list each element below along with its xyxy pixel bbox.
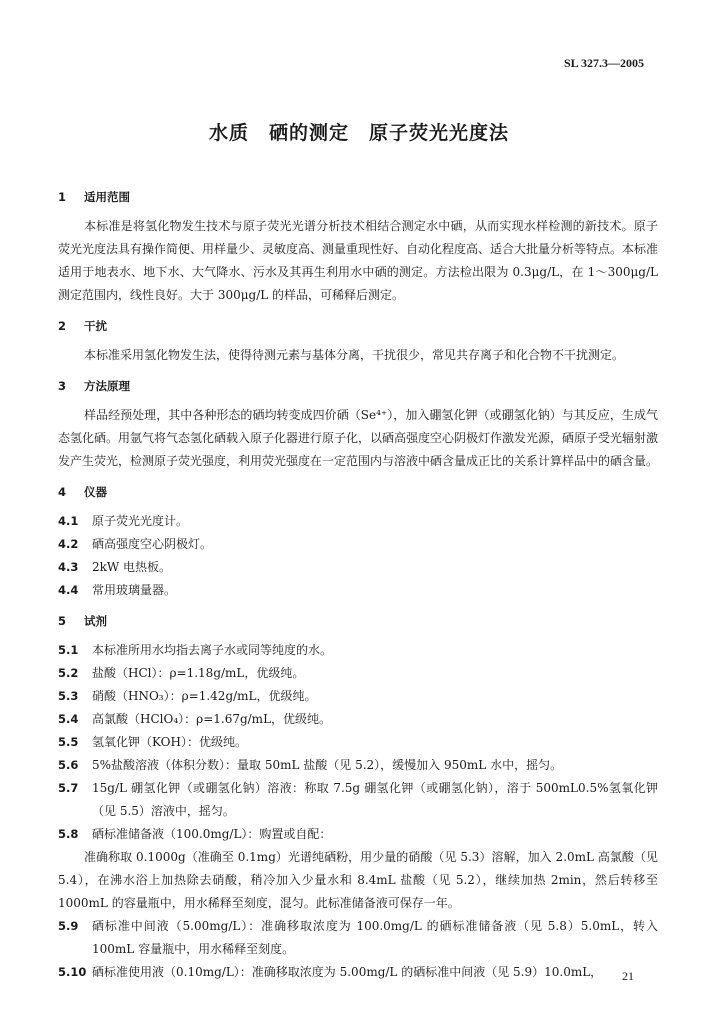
section-number: 2 xyxy=(58,319,67,333)
clause-4-2 xyxy=(58,533,658,556)
clause-5-4 xyxy=(58,708,658,731)
clause-text: 原子荧光光度计。 xyxy=(92,514,189,528)
clause-number: 5.8 xyxy=(58,827,79,841)
clause-number: 4.2 xyxy=(58,537,79,551)
standard-code: SL 327.3—2005 xyxy=(563,56,644,70)
section-title: 适用范围 xyxy=(84,190,130,204)
clause-number: 4.1 xyxy=(58,514,79,528)
clause-text: 15g/L 硼氢化钾（或硼氢化钠）溶液：称取 7.5g 硼氢化钾（或硼氢化钠），溶于 500mL0.5%氢氧化钾（见 5.5）溶液中，摇匀。 xyxy=(92,781,658,818)
section-title: 仪器 xyxy=(84,485,107,499)
clause-4-1 xyxy=(58,510,658,533)
clause-number: 5.6 xyxy=(58,758,79,772)
clause-text: 氢氧化钾（KOH）：优级纯。 xyxy=(92,735,247,749)
clause-text: 硒标准储备液（100.0mg/L）：购置或自配： xyxy=(92,827,332,841)
clause-4-3 xyxy=(58,556,658,579)
clause-number: 5.10 xyxy=(58,965,87,979)
section-heading-4 xyxy=(58,481,658,504)
section-title: 方法原理 xyxy=(84,379,130,393)
clause-text: 常用玻璃量器。 xyxy=(92,583,177,597)
clause-text: 硒标准使用液（0.10mg/L）：准确移取浓度为 5.00mg/L 的硒标准中间液（见 5.9）10.0mL， xyxy=(92,965,603,979)
clause-text: 高氯酸（HClO₄）：ρ=1.67g/mL，优级纯。 xyxy=(92,712,332,726)
section-number: 3 xyxy=(58,379,67,393)
clause-5-2 xyxy=(58,662,658,685)
clause-text: 本标准所用水均指去离子水或同等纯度的水。 xyxy=(92,643,333,657)
clause-text: 5%盐酸溶液（体积分数）：量取 50mL 盐酸（见 5.2），缓慢加入 950mL 水中，摇匀。 xyxy=(92,758,563,772)
section-3-paragraph: 样品经预处理，其中各种形态的硒均转变成四价硒（Se⁴⁺），加入硼氢化钾（或硼氢化钠）与其反应，生成气态氢化硒。用氩气将气态氢化硒载入原子化器进行原子化，以硒高强度空心阴极灯作激发光源，硒原子受光辐射激发产生荧光，检测原子荧光强度，利用荧光强度在一定范围内与溶液中硒含量成正比的关系计算样品中的硒含量。 xyxy=(58,408,659,468)
document-title: 水质 硒的测定 原子荧光光度法 xyxy=(208,122,509,144)
section-title: 干扰 xyxy=(84,319,107,333)
clause-text: 硒标准中间液（5.00mg/L）：准确移取浓度为 100.0mg/L 的硒标准储备液（见 5.8）5.0mL，转入 100mL 容量瓶中，用水稀释至刻度。 xyxy=(92,919,658,956)
section-number: 1 xyxy=(58,190,67,204)
clause-number: 5.9 xyxy=(58,919,79,933)
clause-number: 5.5 xyxy=(58,735,79,749)
clause-5-5 xyxy=(58,731,658,754)
clause-number: 4.4 xyxy=(58,583,79,597)
clause-number: 5.2 xyxy=(58,666,79,680)
section-1-paragraph: 本标准是将氢化物发生技术与原子荧光光谱分析技术相结合测定水中硒，从而实现水样检测的新技术。原子荧光光度法具有操作简便、用样量少、灵敏度高、测量重现性好、自动化程度高、适合大批量分析等特点。本标准适用于地表水、地下水、大气降水、污水及其再生利用水中硒的测定。方法检出限为 0.3μg/L，在 1～300μg/L 测定范围内，线性良好。大于 300μg/L 的样品，可稀释后测定。 xyxy=(58,219,659,302)
section-heading-3 xyxy=(58,375,658,398)
section-heading-1 xyxy=(58,186,658,209)
clause-text: 硝酸（HNO₃）：ρ=1.42g/mL，优级纯。 xyxy=(92,689,317,703)
clause-5-8-paragraph: 准确称取 0.1000g（准确至 0.1mg）光谱纯硒粉，用少量的硝酸（见 5.3）溶解，加入 2.0mL 高氯酸（见 5.4），在沸水浴上加热除去硝酸，稍冷加入少量水和 8.4mL 盐酸（见 5.2），继续加热 2min，然后转移至 1000mL 的容量瓶中，用水稀释至刻度，混匀。此标准储备液可保存一年。 xyxy=(58,850,658,910)
clause-number: 5.1 xyxy=(58,643,79,657)
clause-text: 2kW 电热板。 xyxy=(92,560,172,574)
section-2-paragraph: 本标准采用氢化物发生法，使得待测元素与基体分离，干扰很少，常见共存离子和化合物不干扰测定。 xyxy=(84,348,625,362)
section-title: 试剂 xyxy=(84,614,107,628)
clause-5-1 xyxy=(58,639,658,662)
page-number: 21 xyxy=(622,969,634,983)
clause-text: 硒高强度空心阴极灯。 xyxy=(92,537,213,551)
clause-4-4 xyxy=(58,579,658,602)
document-body xyxy=(58,178,658,984)
clause-text: 盐酸（HCl）：ρ=1.18g/mL，优级纯。 xyxy=(92,666,305,680)
section-number: 4 xyxy=(58,485,67,499)
clause-number: 4.3 xyxy=(58,560,79,574)
clause-5-8 xyxy=(58,823,658,846)
clause-5-6 xyxy=(58,754,658,777)
clause-5-9 xyxy=(58,915,658,961)
clause-5-7 xyxy=(58,777,658,823)
section-number: 5 xyxy=(58,614,67,628)
clause-number: 5.4 xyxy=(58,712,79,726)
clause-5-10 xyxy=(58,961,658,984)
clause-number: 5.7 xyxy=(58,781,79,795)
section-heading-5 xyxy=(58,610,658,633)
section-heading-2 xyxy=(58,315,658,338)
clause-5-3 xyxy=(58,685,658,708)
clause-number: 5.3 xyxy=(58,689,79,703)
